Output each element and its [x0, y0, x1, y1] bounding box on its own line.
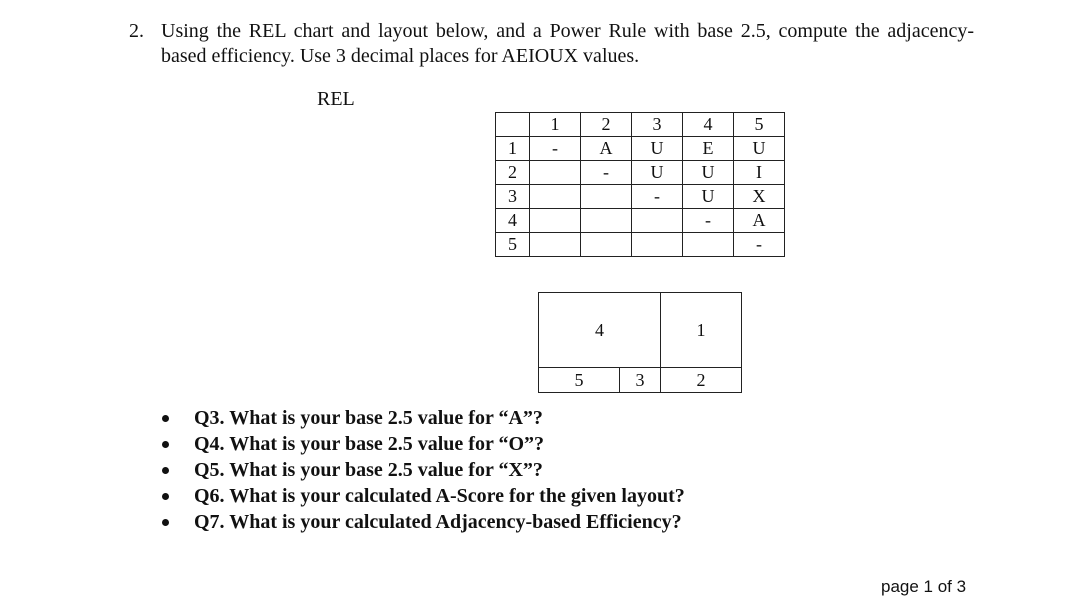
- rel-cell: -: [632, 185, 683, 209]
- problem-number: 2.: [129, 20, 144, 42]
- layout-dept-2: 2: [696, 369, 706, 390]
- problem-statement: [129, 19, 974, 69]
- layout-dept-4: 4: [539, 293, 661, 368]
- rel-header-cell: 1: [530, 113, 581, 137]
- rel-row: [496, 161, 785, 185]
- rel-cell: A: [581, 137, 632, 161]
- bullet-icon: [162, 467, 169, 474]
- rel-header-cell: 5: [734, 113, 785, 137]
- rel-cell: [581, 209, 632, 233]
- block-layout: [538, 292, 742, 393]
- rel-cell: X: [734, 185, 785, 209]
- question-item: [160, 457, 685, 483]
- rel-cell: [632, 233, 683, 257]
- rel-row: [496, 233, 785, 257]
- question-text: Q3. What is your base 2.5 value for “A”?: [194, 407, 543, 429]
- rel-row-header: 5: [496, 233, 530, 257]
- problem-text: Using the REL chart and layout below, and a Power Rule with base 2.5, compute the adjacency-based efficiency. Use 3 decimal places for AEIOUX values.: [161, 20, 974, 67]
- rel-cell: [530, 209, 581, 233]
- rel-header-cell: 4: [683, 113, 734, 137]
- rel-cell: A: [734, 209, 785, 233]
- rel-cell: [632, 209, 683, 233]
- rel-chart-table: [495, 112, 785, 257]
- question-text: Q6. What is your calculated A-Score for the given layout?: [194, 485, 685, 507]
- question-text: Q5. What is your base 2.5 value for “X”?: [194, 459, 543, 481]
- rel-header-cell: [496, 113, 530, 137]
- rel-cell: -: [734, 233, 785, 257]
- rel-row-header: 3: [496, 185, 530, 209]
- question-item: [160, 483, 685, 509]
- rel-cell: E: [683, 137, 734, 161]
- rel-row: [496, 137, 785, 161]
- rel-cell: [530, 161, 581, 185]
- layout-dept-1: 1: [661, 293, 741, 368]
- question-list: [160, 405, 685, 535]
- rel-cell: [581, 185, 632, 209]
- rel-header-row: [496, 113, 785, 137]
- layout-dept-3: 3: [620, 368, 661, 392]
- rel-cell: -: [530, 137, 581, 161]
- rel-cell: U: [632, 137, 683, 161]
- rel-row: [496, 209, 785, 233]
- rel-cell: -: [581, 161, 632, 185]
- rel-row-header: 1: [496, 137, 530, 161]
- bullet-icon: [162, 519, 169, 526]
- rel-chart-label: REL: [317, 88, 355, 110]
- rel-cell: U: [632, 161, 683, 185]
- rel-cell: [530, 233, 581, 257]
- rel-row-header: 2: [496, 161, 530, 185]
- rel-header-cell: 2: [581, 113, 632, 137]
- rel-row-header: 4: [496, 209, 530, 233]
- rel-cell: I: [734, 161, 785, 185]
- question-item: [160, 509, 685, 535]
- rel-cell: [683, 233, 734, 257]
- question-item: [160, 405, 685, 431]
- question-text: Q7. What is your calculated Adjacency-based Efficiency?: [194, 511, 682, 533]
- rel-header-cell: 3: [632, 113, 683, 137]
- rel-cell: U: [683, 185, 734, 209]
- bullet-icon: [162, 415, 169, 422]
- rel-cell: [581, 233, 632, 257]
- question-text: Q4. What is your base 2.5 value for “O”?: [194, 433, 545, 455]
- rel-cell: U: [683, 161, 734, 185]
- page-number: page 1 of 3: [881, 577, 967, 596]
- bullet-icon: [162, 493, 169, 500]
- question-item: [160, 431, 685, 457]
- bullet-icon: [162, 441, 169, 448]
- rel-cell: [530, 185, 581, 209]
- layout-dept-5: 5: [539, 368, 620, 392]
- rel-cell: -: [683, 209, 734, 233]
- rel-cell: U: [734, 137, 785, 161]
- rel-row: [496, 185, 785, 209]
